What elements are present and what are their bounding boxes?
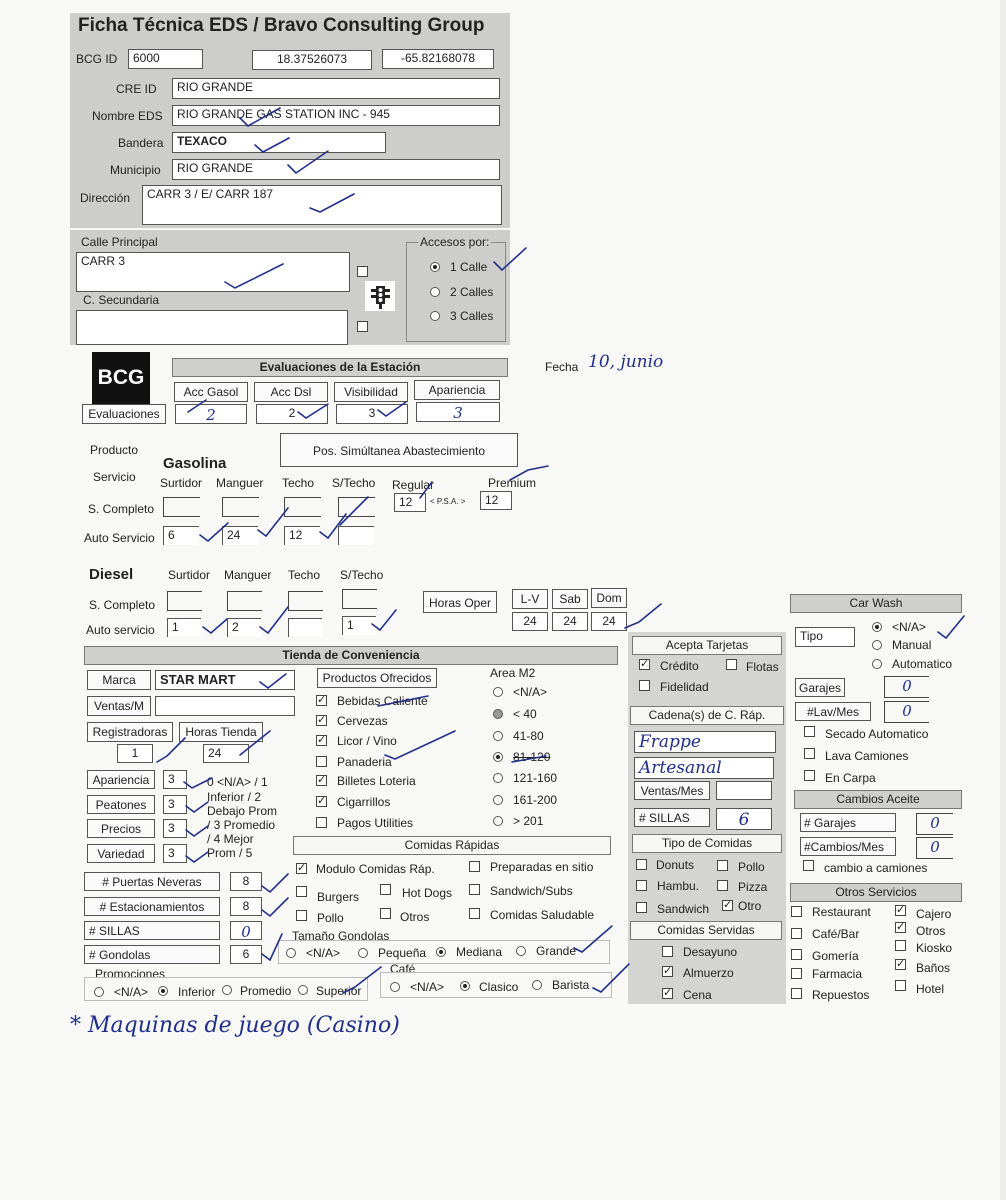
cambios-aceite-title: Cambios Aceite <box>794 790 962 809</box>
calle-secundaria-checkbox[interactable] <box>357 321 368 332</box>
dsl-col-surtidor: Surtidor <box>168 568 211 582</box>
area-option-4: 81-120 <box>513 750 551 764</box>
cr-label-7: Otros <box>400 910 430 924</box>
cafe-option-1: <N/A> <box>410 980 445 994</box>
tarjeta-label-1: Crédito <box>660 659 699 673</box>
tipo-comidas-title: Tipo de Comidas <box>632 834 782 853</box>
promo-option-3: Promedio <box>240 984 292 998</box>
gas-auto-manguer[interactable]: 24 <box>222 526 258 545</box>
cw-extra-label-2: Lava Camiones <box>825 749 909 763</box>
producto-checkbox-2[interactable] <box>316 715 327 726</box>
promociones-label: Promociones <box>95 967 166 981</box>
horas-dom[interactable]: 24 <box>591 612 627 631</box>
producto-label-1: Bebidas Caliente <box>337 694 428 708</box>
cr-checkbox-4[interactable] <box>380 884 391 895</box>
gas-sc-surtidor[interactable] <box>163 497 200 517</box>
dsl-col-techo: Techo <box>288 568 321 582</box>
horas-col-dom: Dom <box>591 588 627 608</box>
marca-label: Marca <box>87 670 151 690</box>
rating-precios-label: Precios <box>87 819 155 838</box>
fecha-label: Fecha <box>545 360 579 374</box>
accesos-option-3: 3 Calles <box>450 309 494 323</box>
os-left-checkbox-2[interactable] <box>791 928 802 939</box>
ventas-field[interactable] <box>155 696 295 716</box>
os-left-label-2: Café/Bar <box>812 927 860 941</box>
dsl-sc-surtidor[interactable] <box>167 591 202 611</box>
cadena-field-1[interactable]: Frappe <box>634 731 776 753</box>
horas-tienda-field[interactable]: 24 <box>203 744 249 763</box>
accesos-radio-1[interactable] <box>430 262 440 272</box>
os-right-checkbox-4[interactable] <box>895 959 906 970</box>
cr-label-1: Modulo Comidas Ráp. <box>316 862 435 876</box>
tienda-title: Tienda de Conveniencia <box>84 646 618 665</box>
eval-col-apariencia: Apariencia <box>414 380 500 400</box>
longitude-field[interactable]: -65.82168078 <box>382 49 494 69</box>
producto-checkbox-1[interactable] <box>316 695 327 706</box>
tarjeta-checkbox-2[interactable] <box>726 659 737 670</box>
evaluaciones-title: Evaluaciones de la Estación <box>172 358 508 377</box>
tipo-checkbox-5[interactable] <box>636 902 647 913</box>
cr-label-8: Comidas Saludable <box>490 908 595 922</box>
cadena-sillas-field[interactable]: 6 <box>716 808 772 830</box>
tipo-checkbox-4[interactable] <box>717 880 728 891</box>
os-right-checkbox-2[interactable] <box>895 922 906 933</box>
bandera-label: Bandera <box>118 136 164 150</box>
area-radio-1[interactable] <box>493 687 503 697</box>
gondolas-label: # Gondolas <box>84 945 220 964</box>
gas-auto-techo[interactable]: 12 <box>284 526 320 545</box>
tipo-label-5: Sandwich <box>657 902 710 916</box>
rating-apariencia-value[interactable]: 3 <box>163 770 187 789</box>
regular-field[interactable]: 12 <box>394 493 426 512</box>
gas-auto-surtidor[interactable]: 6 <box>163 526 199 545</box>
cw-extra-checkbox-3[interactable] <box>804 770 815 781</box>
producto-checkbox-4[interactable] <box>316 756 327 767</box>
tarjeta-checkbox-1[interactable] <box>639 659 650 670</box>
dsl-sc-stecho[interactable] <box>342 589 377 609</box>
marca-field[interactable]: STAR MART <box>155 670 295 690</box>
cadenas-title: Cadena(s) de C. Ráp. <box>630 706 784 725</box>
traffic-light-icon <box>365 281 395 311</box>
accesos-option-2: 2 Calles <box>450 285 494 299</box>
gas-sc-manguer[interactable] <box>222 497 259 517</box>
cre-id-field[interactable]: RIO GRANDE <box>172 78 500 99</box>
evaluaciones-row-label: Evaluaciones <box>82 404 166 424</box>
eval-visibilidad-value[interactable]: 3 <box>336 404 408 424</box>
otros-servicios-title: Otros Servicios <box>790 883 962 902</box>
area-option-2: < 40 <box>513 707 537 721</box>
eval-col-acc-dsl: Acc Dsl <box>254 382 328 402</box>
area-radio-7[interactable] <box>493 816 503 826</box>
cadena-sillas-label: # SILLAS <box>634 808 710 827</box>
gas-sc-stecho[interactable] <box>338 497 375 517</box>
promo-radio-3[interactable] <box>222 985 232 995</box>
latitude-field[interactable]: 18.37526073 <box>252 50 372 70</box>
direccion-field[interactable]: CARR 3 / E/ CARR 187 <box>142 185 502 225</box>
rating-legend-5: / 4 Mejor <box>207 832 254 846</box>
pos-simultanea-label: Pos. Simúltanea Abastecimiento <box>280 433 518 467</box>
tamano-option-1: <N/A> <box>306 946 341 960</box>
os-left-checkbox-1[interactable] <box>791 906 802 917</box>
car-wash-title: Car Wash <box>790 594 962 613</box>
tipo-checkbox-6[interactable] <box>722 900 733 911</box>
cw-option-2: Manual <box>892 638 932 652</box>
fecha-value: 10, junio <box>588 352 664 372</box>
comidas-rapidas-title: Comidas Rápidas <box>293 836 611 855</box>
tipo-checkbox-2[interactable] <box>717 860 728 871</box>
cw-radio-2[interactable] <box>872 640 882 650</box>
cw-extra-checkbox-1[interactable] <box>804 726 815 737</box>
servida-checkbox-3[interactable] <box>662 988 673 999</box>
accesos-label: Accesos por: <box>420 235 490 249</box>
cafe-radio-2[interactable] <box>460 981 470 991</box>
horas-sab[interactable]: 24 <box>552 612 588 631</box>
rating-legend-2: Inferior / 2 <box>207 790 262 804</box>
os-right-checkbox-5[interactable] <box>895 980 906 991</box>
dsl-auto-manguer[interactable]: 2 <box>227 618 261 637</box>
cw-radio-1[interactable] <box>872 622 882 632</box>
gas-col-surtidor: Surtidor <box>160 476 203 490</box>
tipo-label-1: Donuts <box>656 858 695 872</box>
servicio-label: Servicio <box>93 470 136 484</box>
dsl-col-stecho: S/Techo <box>340 568 384 582</box>
cafe-radio-3[interactable] <box>532 980 542 990</box>
area-option-1: <N/A> <box>513 685 548 699</box>
horas-oper-label: Horas Oper <box>423 591 497 613</box>
rating-peatones-value[interactable]: 3 <box>163 795 187 814</box>
area-radio-3[interactable] <box>493 731 503 741</box>
gas-col-stecho: S/Techo <box>332 476 376 490</box>
municipio-label: Municipio <box>110 163 161 177</box>
os-left-label-1: Restaurant <box>812 905 871 919</box>
area-option-6: 161-200 <box>513 793 558 807</box>
area-option-7: > 201 <box>513 814 544 828</box>
registradoras-label: Registradoras <box>87 722 173 742</box>
os-right-checkbox-3[interactable] <box>895 940 906 951</box>
dsl-col-manguer: Manguer <box>224 568 272 582</box>
rating-peatones-label: Peatones <box>87 795 155 814</box>
cr-label-5: Sandwich/Subs <box>490 884 573 898</box>
tamano-radio-3[interactable] <box>436 947 446 957</box>
accesos-radio-2[interactable] <box>430 287 440 297</box>
tarjeta-label-2: Flotas <box>746 660 779 674</box>
productos-label: Productos Ofrecidos <box>317 668 437 688</box>
nombre-field[interactable]: RIO GRANDE GAS STATION INC - 945 <box>172 105 500 126</box>
eval-col-acc-gasol: Acc Gasol <box>174 382 248 402</box>
gas-row-auto-servicio: Auto Servicio <box>84 531 155 545</box>
os-left-checkbox-5[interactable] <box>791 988 802 999</box>
eval-acc-gasol-value[interactable]: 2 <box>175 404 247 424</box>
cw-radio-3[interactable] <box>872 659 882 669</box>
gondolas-field[interactable]: 6 <box>230 945 262 964</box>
os-right-label-2: Otros <box>916 924 946 938</box>
cadena-ventas-label: Ventas/Mes <box>634 781 710 800</box>
dsl-sc-techo[interactable] <box>288 591 323 611</box>
cw-extra-label-3: En Carpa <box>825 771 876 785</box>
horas-col-sab: Sab <box>552 589 588 609</box>
promo-radio-4[interactable] <box>298 985 308 995</box>
tamano-option-2: Pequeña <box>378 946 427 960</box>
rating-variedad-label: Variedad <box>87 844 155 863</box>
estac-field[interactable]: 8 <box>230 897 262 916</box>
tarjeta-checkbox-3[interactable] <box>639 680 650 691</box>
rating-legend-3: Debajo Prom <box>207 804 278 818</box>
cadena-ventas-field[interactable] <box>716 781 772 800</box>
cw-extra-label-1: Secado Automatico <box>825 727 929 741</box>
os-left-label-5: Repuestos <box>812 988 870 1002</box>
tipo-label-3: Hambu. <box>657 879 700 893</box>
cafe-label: Café <box>390 962 416 976</box>
os-left-checkbox-4[interactable] <box>791 968 802 979</box>
eval-col-visibilidad: Visibilidad <box>334 382 408 402</box>
area-label: Area M2 <box>490 666 536 680</box>
estac-label: # Estacionamientos <box>84 897 220 916</box>
area-option-3: 41-80 <box>513 729 544 743</box>
calle-principal-checkbox[interactable] <box>357 266 368 277</box>
psa-label: < P.S.A. > <box>430 497 466 506</box>
cafe-option-2: Clasico <box>479 980 519 994</box>
tamano-radio-2[interactable] <box>358 948 368 958</box>
ca-garajes-field[interactable]: 0 <box>916 813 953 835</box>
cw-option-3: Automatico <box>892 657 953 671</box>
accesos-radio-3[interactable] <box>430 311 440 321</box>
servida-checkbox-1[interactable] <box>662 946 673 957</box>
cr-checkbox-2[interactable] <box>469 861 480 872</box>
producto-label-4: Panaderia <box>337 755 392 769</box>
cr-checkbox-7[interactable] <box>380 908 391 919</box>
os-left-checkbox-3[interactable] <box>791 949 802 960</box>
rating-apariencia-label: Apariencia <box>87 770 155 789</box>
os-right-label-3: Kiosko <box>916 941 953 955</box>
tamano-label: Tamaño Gondolas <box>292 929 390 943</box>
tarjetas-title: Acepta Tarjetas <box>632 636 782 655</box>
premium-label: Premium <box>488 476 537 490</box>
cre-id-label: CRE ID <box>116 82 157 96</box>
ca-camiones-checkbox[interactable] <box>803 860 814 871</box>
handwritten-note: * Maquinas de juego (Casino) <box>70 1013 400 1038</box>
promo-option-2: Inferior <box>178 985 216 999</box>
form-title: Ficha Técnica EDS / Bravo Consulting Group <box>78 15 485 36</box>
producto-label-7: Pagos Utilities <box>337 816 414 830</box>
diesel-title: Diesel <box>89 566 134 583</box>
comidas-servidas-title: Comidas Servidas <box>630 921 782 940</box>
promo-option-1: <N/A> <box>114 985 149 999</box>
tamano-option-4: Grande <box>536 944 577 958</box>
bcg-id-field[interactable]: 6000 <box>128 49 203 69</box>
cr-checkbox-1[interactable] <box>296 863 307 874</box>
horas-lv[interactable]: 24 <box>512 612 548 631</box>
gas-auto-stecho[interactable] <box>338 526 374 545</box>
tipo-checkbox-1[interactable] <box>636 859 647 870</box>
cw-option-1: <N/A> <box>892 620 927 634</box>
horas-tienda-label: Horas Tienda <box>179 722 263 742</box>
promo-radio-2[interactable] <box>158 986 168 996</box>
cw-lav-field[interactable]: 0 <box>884 701 929 723</box>
area-option-5: 121-160 <box>513 771 558 785</box>
os-left-label-3: Gomería <box>812 949 859 963</box>
rating-legend-4: / 3 Promedio <box>207 818 276 832</box>
area-radio-5[interactable] <box>493 773 503 783</box>
car-wash-tipo-label: Tipo <box>795 627 855 647</box>
cr-checkbox-6[interactable] <box>296 910 307 921</box>
producto-checkbox-6[interactable] <box>316 796 327 807</box>
area-radio-2[interactable] <box>493 709 503 719</box>
tamano-option-3: Mediana <box>456 945 503 959</box>
tipo-label-4: Pizza <box>738 880 768 894</box>
os-right-checkbox-1[interactable] <box>895 905 906 916</box>
servida-checkbox-2[interactable] <box>662 966 673 977</box>
tipo-label-6: Otro <box>738 899 762 913</box>
direccion-label: Dirección <box>80 191 131 205</box>
dsl-sc-manguer[interactable] <box>227 591 262 611</box>
dsl-auto-techo[interactable] <box>288 618 322 637</box>
bcg-id-label: BCG ID <box>76 52 118 66</box>
producto-checkbox-7[interactable] <box>316 817 327 828</box>
gasolina-title: Gasolina <box>163 455 227 472</box>
promo-radio-1[interactable] <box>94 987 104 997</box>
cw-garajes-field[interactable]: 0 <box>884 676 929 698</box>
cr-checkbox-3[interactable] <box>296 886 307 897</box>
premium-field[interactable]: 12 <box>480 491 512 510</box>
calle-secundaria-field[interactable] <box>76 310 348 345</box>
ca-camiones-label: cambio a camiones <box>824 861 928 875</box>
cr-label-4: Hot Dogs <box>402 886 453 900</box>
gas-col-manguer: Manguer <box>216 476 264 490</box>
bandera-field[interactable]: TEXACO <box>172 132 386 153</box>
rating-precios-value[interactable]: 3 <box>163 819 187 838</box>
promo-option-4: Superior <box>316 984 362 998</box>
tipo-checkbox-3[interactable] <box>636 880 647 891</box>
eval-apariencia-value[interactable]: 3 <box>416 402 500 422</box>
servida-label-1: Desayuno <box>683 945 738 959</box>
ca-cambios-field[interactable]: 0 <box>916 837 953 859</box>
os-right-label-1: Cajero <box>916 907 952 921</box>
dsl-auto-stecho[interactable]: 1 <box>342 616 376 635</box>
cw-garajes-label: Garajes <box>795 678 845 697</box>
sillas-label: # SILLAS <box>84 921 220 940</box>
cw-extra-checkbox-2[interactable] <box>804 748 815 759</box>
producto-label-6: Cigarrillos <box>337 795 391 809</box>
os-right-label-4: Baños <box>916 961 951 975</box>
nombre-label: Nombre EDS <box>92 109 163 123</box>
tipo-label-2: Pollo <box>738 860 765 874</box>
producto-label-3: Licor / Vino <box>337 734 397 748</box>
cadena-field-2[interactable]: Artesanal <box>634 757 774 779</box>
municipio-field[interactable]: RIO GRANDE <box>172 159 500 180</box>
tarjeta-label-3: Fidelidad <box>660 680 709 694</box>
os-right-label-5: Hotel <box>916 982 945 996</box>
bcg-logo: BCG <box>92 352 150 404</box>
cr-label-2: Preparadas en sitio <box>490 860 594 874</box>
gas-sc-techo[interactable] <box>284 497 321 517</box>
sillas-field[interactable]: 0 <box>230 921 262 940</box>
eval-acc-dsl-value[interactable]: 2 <box>256 404 328 424</box>
accesos-option-1: 1 Calle <box>450 260 488 274</box>
dsl-auto-surtidor[interactable]: 1 <box>167 618 201 637</box>
area-radio-6[interactable] <box>493 795 503 805</box>
cafe-radio-1[interactable] <box>390 982 400 992</box>
servida-label-3: Cena <box>683 988 712 1002</box>
horas-col-lv: L-V <box>512 589 548 609</box>
ca-cambios-label: #Cambios/Mes <box>800 837 896 856</box>
cr-checkbox-8[interactable] <box>469 908 480 919</box>
puertas-field[interactable]: 8 <box>230 872 262 891</box>
servida-label-2: Almuerzo <box>683 966 734 980</box>
rating-legend-1: 0 <N/A> / 1 <box>207 775 268 789</box>
area-radio-4[interactable] <box>493 752 503 762</box>
calle-principal-field[interactable]: CARR 3 <box>76 252 350 292</box>
regular-label: Regular <box>392 478 435 492</box>
ventas-label: Ventas/M <box>87 696 151 716</box>
cafe-option-3: Barista <box>552 978 590 992</box>
calle-principal-label: Calle Principal <box>81 235 158 249</box>
registradoras-field[interactable]: 1 <box>117 744 153 763</box>
puertas-label: # Puertas Neveras <box>84 872 220 891</box>
dsl-row-auto-servicio: Auto servicio <box>86 623 155 637</box>
gas-row-s-completo: S. Completo <box>88 502 155 516</box>
tamano-radio-1[interactable] <box>286 948 296 958</box>
producto-checkbox-3[interactable] <box>316 735 327 746</box>
producto-label: Producto <box>90 443 139 457</box>
cr-label-6: Pollo <box>317 911 344 925</box>
producto-label-5: Billetes Loteria <box>337 774 416 788</box>
calle-secundaria-label: C. Secundaria <box>83 293 160 307</box>
gas-col-techo: Techo <box>282 476 315 490</box>
cr-label-3: Burgers <box>317 890 360 904</box>
cw-lav-label: #Lav/Mes <box>795 702 871 721</box>
dsl-row-s-completo: S. Completo <box>89 598 156 612</box>
rating-legend-6: Prom / 5 <box>207 846 253 860</box>
tamano-radio-4[interactable] <box>516 946 526 956</box>
os-left-label-4: Farmacia <box>812 967 863 981</box>
producto-checkbox-5[interactable] <box>316 775 327 786</box>
rating-variedad-value[interactable]: 3 <box>163 844 187 863</box>
producto-label-2: Cervezas <box>337 714 388 728</box>
cr-checkbox-5[interactable] <box>469 884 480 895</box>
ca-garajes-label: # Garajes <box>800 813 896 832</box>
